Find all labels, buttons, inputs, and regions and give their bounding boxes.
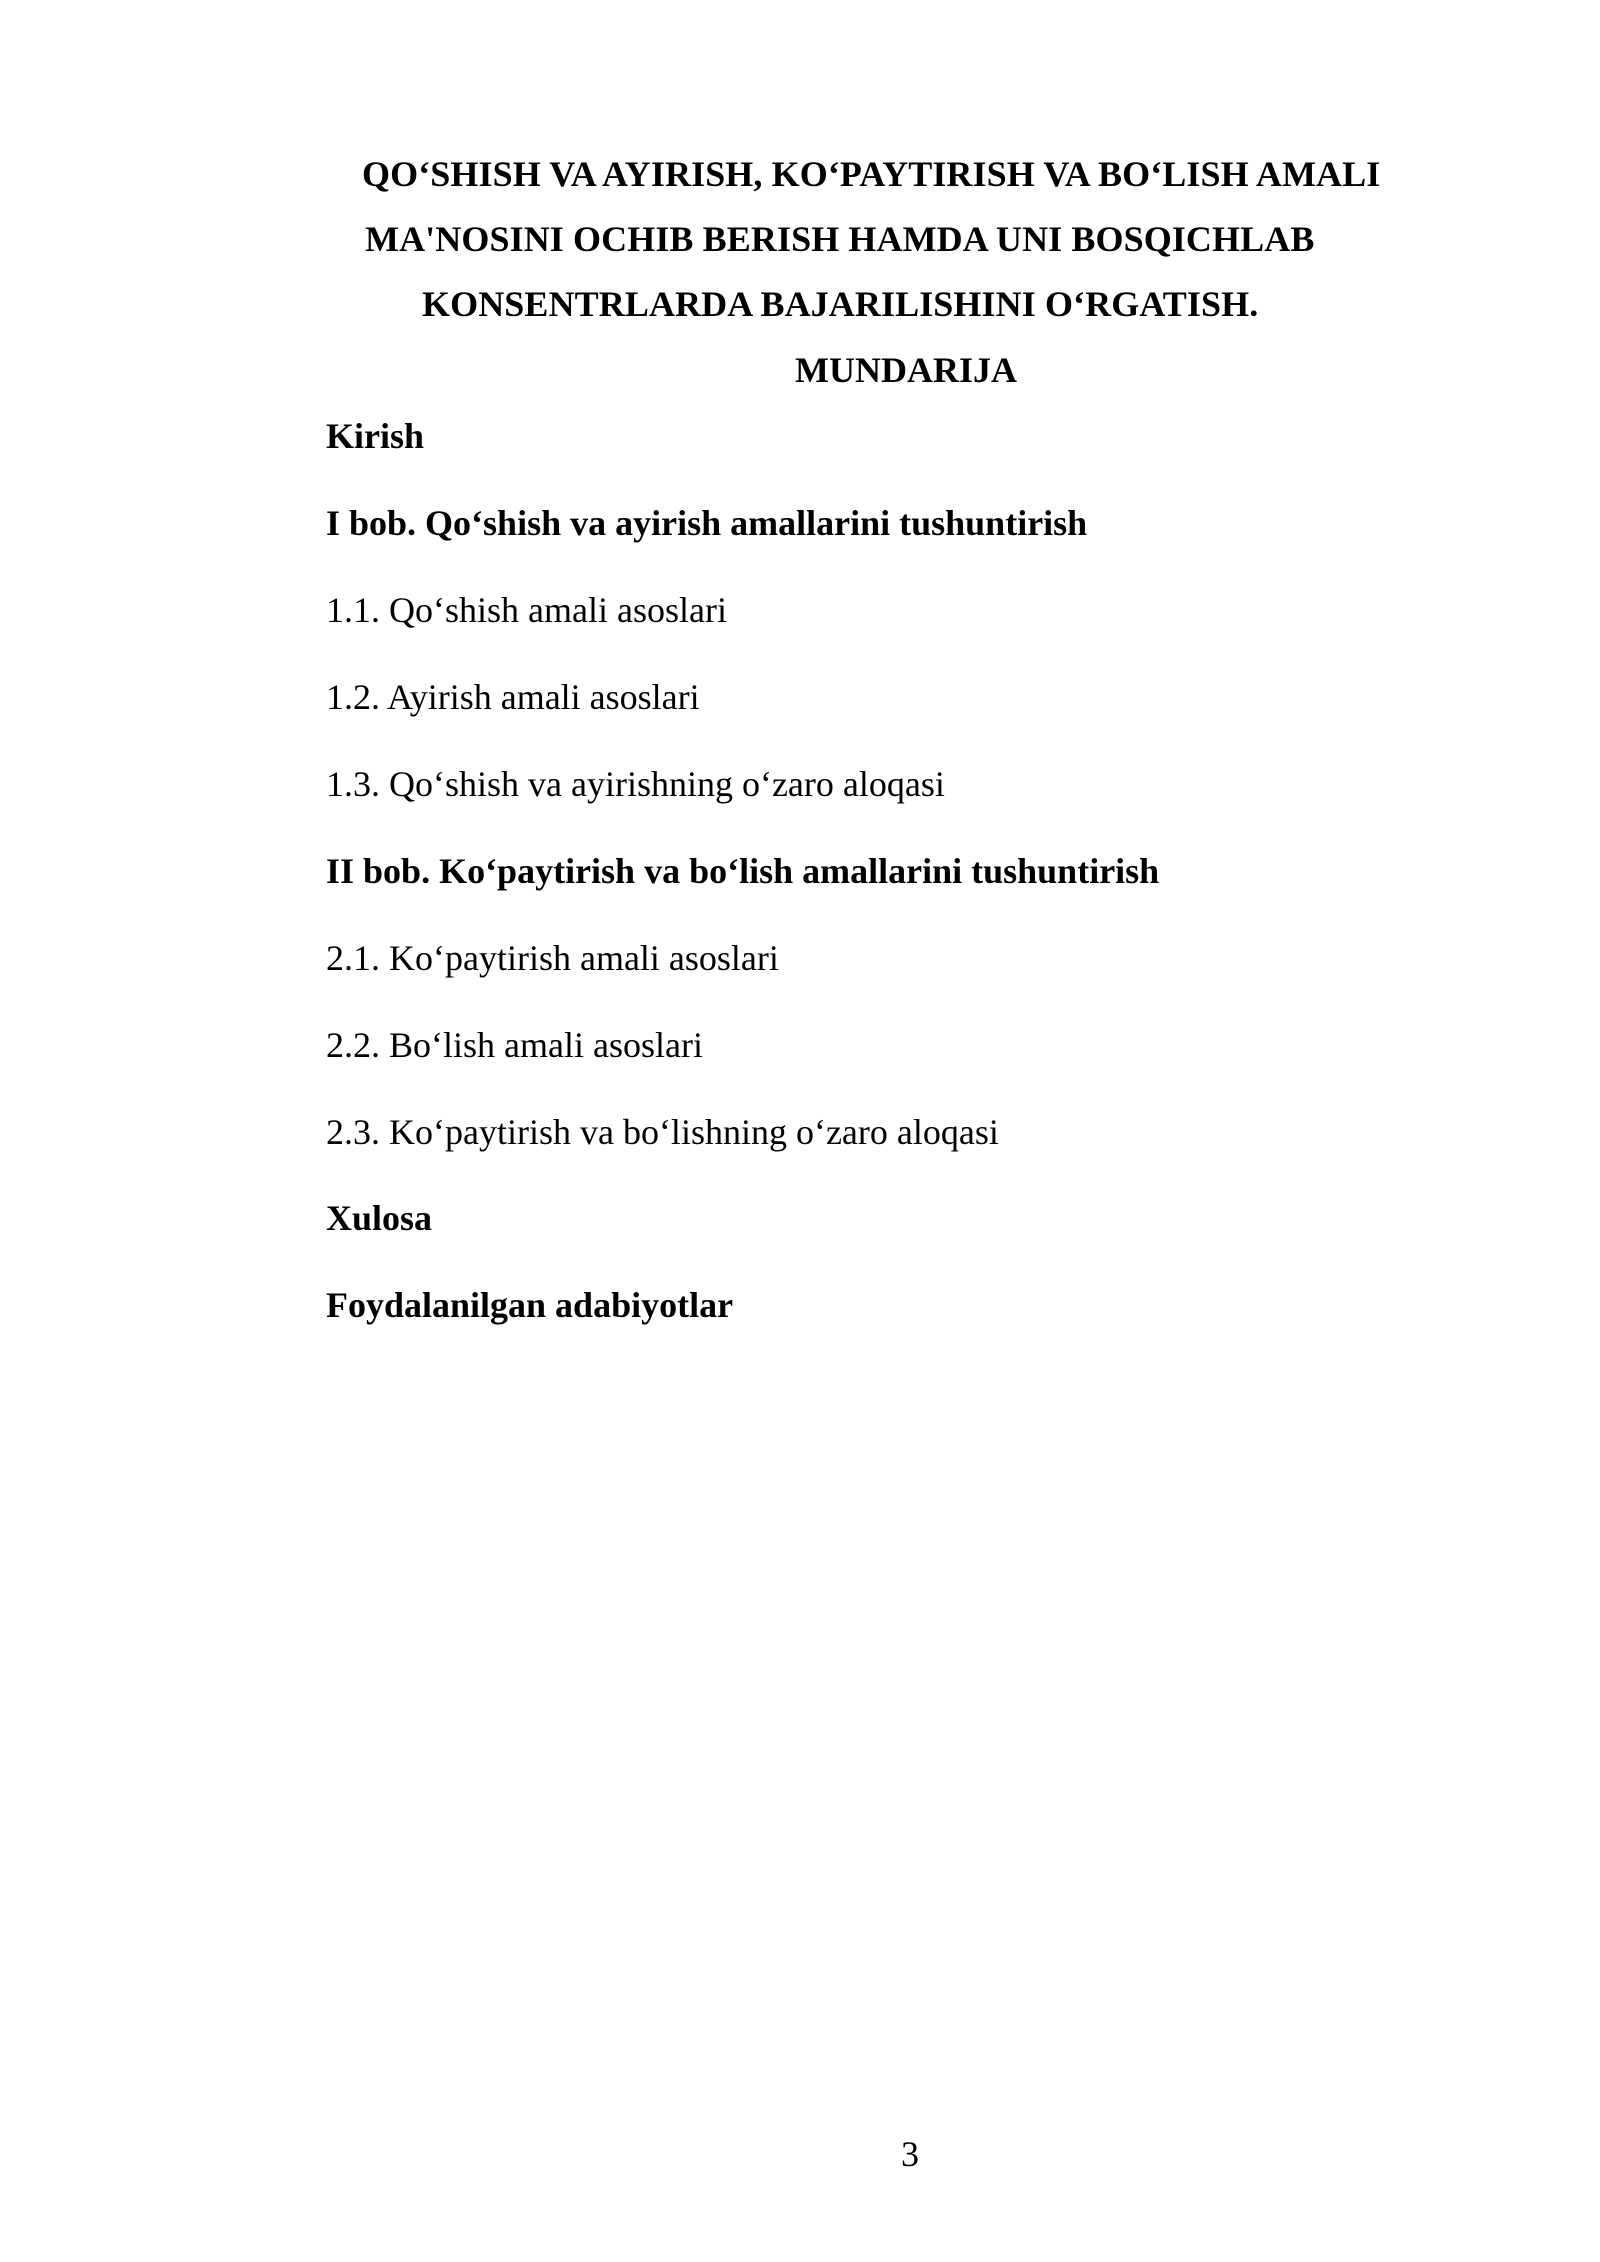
toc-item-section-2-2: 2.2. Bo‘lish amali asoslari	[326, 1025, 703, 1065]
toc-item-section-1-1: 1.1. Qo‘shish amali asoslari	[326, 590, 727, 630]
document-title-line-2: MA'NOSINI OCHIB BERISH HAMDA UNI BOSQICHLAB	[365, 219, 1315, 259]
toc-item-chapter-1: I bob. Qo‘shish va ayirish amallarini tushuntirish	[326, 503, 1088, 543]
toc-item-section-1-2: 1.2. Ayirish amali asoslari	[326, 677, 700, 717]
document-title-line-3: KONSENTRLARDA BAJARILISHINI O‘RGATISH.	[422, 284, 1259, 324]
toc-heading: MUNDARIJA	[795, 350, 1017, 390]
page-number: 3	[901, 2134, 919, 2174]
document-title-line-1: QO‘SHISH VA AYIRISH, KO‘PAYTIRISH VA BO‘LISH AMALI	[362, 154, 1381, 194]
toc-item-xulosa: Xulosa	[326, 1198, 433, 1238]
toc-item-section-2-1: 2.1. Ko‘paytirish amali asoslari	[326, 938, 779, 978]
toc-item-chapter-2: II bob. Ko‘paytirish va bo‘lish amallarini tushuntirish	[326, 851, 1160, 891]
toc-item-references: Foydalanilgan adabiyotlar	[326, 1285, 734, 1325]
toc-item-section-1-3: 1.3. Qo‘shish va ayirishning o‘zaro aloqasi	[326, 764, 945, 804]
toc-item-kirish: Kirish	[326, 416, 425, 456]
toc-item-section-2-3: 2.3. Ko‘paytirish va bo‘lishning o‘zaro aloqasi	[326, 1112, 999, 1152]
